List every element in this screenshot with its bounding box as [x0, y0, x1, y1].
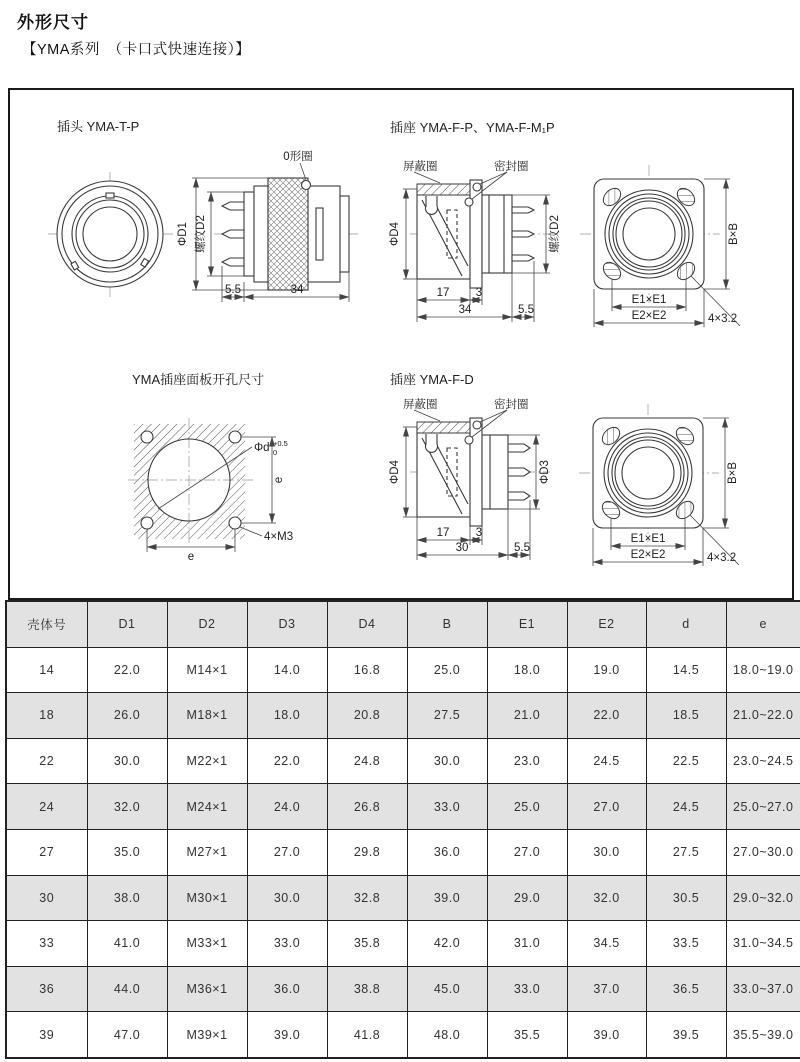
contact-pin — [222, 202, 244, 210]
dim-label-thread-d2: 螺纹D2 — [549, 215, 561, 253]
seal-ring-label: 密封圈 — [494, 161, 529, 173]
table-cell: 18 — [6, 693, 87, 739]
table-cell: 31.0 — [487, 921, 567, 967]
table-cell: 24.5 — [646, 784, 726, 830]
solder-pin — [508, 468, 530, 476]
table-cell: 30.0 — [247, 875, 327, 921]
table-cell: 16.8 — [327, 647, 407, 693]
bayonet-keyhole — [426, 434, 438, 452]
table-cell: M18×1 — [167, 693, 247, 739]
table-row — [6, 647, 800, 693]
bayonet-keyhole — [426, 196, 438, 214]
dim-label-e-horizontal: e — [187, 551, 195, 563]
table-cell: 35.0 — [87, 829, 167, 875]
table-cell: 45.0 — [407, 966, 487, 1012]
dim-label-30: 30 — [455, 542, 469, 554]
m3-hole — [141, 517, 153, 529]
series-subtitle: 【YMA系列 （卡口式快速连接）】 — [22, 42, 251, 58]
engineering-drawings — [10, 90, 792, 598]
page-title: 外形尺寸 — [17, 13, 89, 32]
table-cell: 32.0 — [87, 784, 167, 830]
table-cell: 39 — [6, 1012, 87, 1058]
table-cell: M27×1 — [167, 829, 247, 875]
spec-table-body — [6, 647, 800, 1058]
table-cell: 30.0 — [407, 738, 487, 784]
flange-front-view-top — [580, 165, 740, 327]
table-cell: 18.0 — [247, 693, 327, 739]
table-cell: 27.5 — [407, 693, 487, 739]
dim-label-phid: Φd — [254, 442, 270, 454]
dim-label-3: 3 — [475, 287, 483, 299]
table-cell: M39×1 — [167, 1012, 247, 1058]
dim-label-e1xe1: E1×E1 — [630, 533, 666, 545]
table-row — [6, 921, 800, 967]
table-cell: 24.5 — [567, 738, 646, 784]
shield-ring — [417, 184, 470, 195]
dim-label-bxb: B×B — [727, 461, 739, 485]
table-cell: 35.5 — [487, 1012, 567, 1058]
m3-hole — [229, 517, 241, 529]
table-header-cell: e — [726, 601, 800, 647]
table-cell: 39.0 — [567, 1012, 646, 1058]
table-row — [6, 738, 800, 784]
table-header-cell: D3 — [247, 601, 327, 647]
table-cell: 25.0 — [407, 647, 487, 693]
table-cell: 48.0 — [407, 1012, 487, 1058]
table-cell: 41.0 — [87, 921, 167, 967]
table-cell: 14.0 — [247, 647, 327, 693]
table-cell: 22.0 — [247, 738, 327, 784]
table-cell: 27.0 — [567, 784, 646, 830]
table-cell: 38.8 — [327, 966, 407, 1012]
solder-pin — [512, 207, 534, 213]
dim-label-bxb: B×B — [728, 222, 740, 246]
table-header-cell: E2 — [567, 601, 646, 647]
dim-label-d1: ΦD1 — [177, 222, 189, 246]
table-cell: M14×1 — [167, 647, 247, 693]
table-cell: 35.8 — [327, 921, 407, 967]
table-cell: 36.0 — [247, 966, 327, 1012]
knurled-coupling-ring — [268, 178, 308, 290]
table-cell: 27.0 — [487, 829, 567, 875]
table-header-row — [6, 601, 800, 647]
dim-label-4xm3: 4×M3 — [264, 531, 294, 543]
table-row — [6, 875, 800, 921]
table-cell: 41.8 — [327, 1012, 407, 1058]
table-cell: 14.5 — [646, 647, 726, 693]
table-header-cell: 壳体号 — [6, 601, 87, 647]
dim-label-e2xe2: E2×E2 — [631, 310, 667, 322]
table-cell: 26.0 — [87, 693, 167, 739]
table-header-cell: D2 — [167, 601, 247, 647]
table-cell: 27.0 — [247, 829, 327, 875]
table-cell: 33.5 — [646, 921, 726, 967]
dim-label-d3: ΦD3 — [539, 460, 551, 484]
table-cell: 25.0~27.0 — [726, 784, 800, 830]
table-cell: 22.0 — [567, 693, 646, 739]
dim-label-5-5: 5.5 — [518, 304, 534, 316]
socket-fp-title: 插座 YMA-F-P、YMA-F-M₁P — [390, 120, 555, 135]
seal-ring-screw — [473, 183, 481, 191]
table-cell: 18.0 — [487, 647, 567, 693]
solder-pin — [512, 231, 534, 237]
figure-box — [8, 88, 794, 600]
table-cell: 36.0 — [407, 829, 487, 875]
table-cell: 31.0~34.5 — [726, 921, 800, 967]
m3-hole — [141, 431, 153, 443]
table-header-cell: d — [646, 601, 726, 647]
dim-label-34: 34 — [458, 304, 472, 316]
plug-front-view — [48, 119, 173, 297]
table-header-cell: D4 — [327, 601, 407, 647]
table-cell: 30.0 — [567, 829, 646, 875]
shield-ring-label: 屏蔽圈 — [403, 161, 438, 173]
table-cell: 32.8 — [327, 875, 407, 921]
table-cell: 22 — [6, 738, 87, 784]
dim-label-34: 34 — [290, 284, 304, 296]
o-ring — [302, 181, 311, 190]
table-cell: 30.5 — [646, 875, 726, 921]
seal-ring-label: 密封圈 — [494, 399, 529, 411]
plug-title: 插头 YMA-T-P — [57, 119, 140, 134]
dim-label-e2xe2: E2×E2 — [630, 549, 666, 561]
table-cell: 24 — [6, 784, 87, 830]
table-cell: M36×1 — [167, 966, 247, 1012]
bayonet-notch — [106, 193, 114, 198]
table-cell: 20.8 — [327, 693, 407, 739]
table-cell: 34.5 — [567, 921, 646, 967]
table-cell: 23.0 — [487, 738, 567, 784]
table-cell: 47.0 — [87, 1012, 167, 1058]
contact-pin — [222, 258, 244, 266]
m3-hole — [229, 431, 241, 443]
table-cell: 18.5 — [646, 693, 726, 739]
table-cell: M24×1 — [167, 784, 247, 830]
table-header-cell: D1 — [87, 601, 167, 647]
table-cell: M33×1 — [167, 921, 247, 967]
socket-fd-side-view — [389, 372, 551, 560]
table-header-cell: B — [407, 601, 487, 647]
table-cell: 39.5 — [646, 1012, 726, 1058]
solder-pin — [508, 444, 530, 452]
table-cell: 27 — [6, 829, 87, 875]
dim-label-3: 3 — [475, 527, 483, 539]
seal-ring-screw — [465, 436, 473, 444]
table-cell: 39.0 — [407, 875, 487, 921]
table-cell: 19.0 — [567, 647, 646, 693]
table-cell: 24.0 — [247, 784, 327, 830]
table-cell: 30.0 — [87, 738, 167, 784]
table-cell: 33 — [6, 921, 87, 967]
table-cell: 33.0 — [407, 784, 487, 830]
solder-pin — [508, 492, 530, 500]
dim-label-thread-d2: 螺纹D2 — [195, 215, 207, 253]
table-cell: 33.0~37.0 — [726, 966, 800, 1012]
table-cell: 27.5 — [646, 829, 726, 875]
table-cell: 36.5 — [646, 966, 726, 1012]
oring-label: 0形圈 — [283, 151, 313, 163]
dim-phid-tol-sub: 0 — [273, 448, 278, 457]
table-cell: 39.0 — [247, 1012, 327, 1058]
dim-label-4x3-2: 4×3.2 — [707, 552, 737, 564]
dim-phid-tol-sup: +0.5 — [273, 439, 288, 448]
dimension-table — [5, 600, 800, 1059]
table-cell: 14 — [6, 647, 87, 693]
table-cell: 29.8 — [327, 829, 407, 875]
plug-side-view — [177, 150, 358, 302]
table-cell: 33.0 — [487, 966, 567, 1012]
table-cell: 29.0 — [487, 875, 567, 921]
table-cell: 25.0 — [487, 784, 567, 830]
table-cell: 21.0~22.0 — [726, 693, 800, 739]
dim-label-d4: ΦD4 — [389, 460, 401, 484]
table-cell: 21.0 — [487, 693, 567, 739]
shield-ring — [417, 422, 470, 433]
panel-cutout-view — [128, 372, 293, 563]
table-cell: 37.0 — [567, 966, 646, 1012]
table-cell: 23.0~24.5 — [726, 738, 800, 784]
table-cell: 38.0 — [87, 875, 167, 921]
panel-cutout-title: YMA插座面板开孔尺寸 — [132, 372, 265, 387]
contact-pin — [222, 230, 244, 238]
dim-label-17: 17 — [436, 527, 450, 539]
socket-fd-title: 插座 YMA-F-D — [390, 372, 474, 387]
table-cell: 27.0~30.0 — [726, 829, 800, 875]
table-cell: M22×1 — [167, 738, 247, 784]
table-row — [6, 693, 800, 739]
table-row — [6, 829, 800, 875]
dim-label-5-5: 5.5 — [225, 284, 241, 296]
dim-label-e-vertical: e — [273, 476, 285, 484]
solder-pin — [512, 255, 534, 261]
table-row — [6, 1012, 800, 1058]
table-row — [6, 966, 800, 1012]
dim-label-17: 17 — [436, 287, 450, 299]
dim-label-d4: ΦD4 — [389, 222, 401, 246]
keyway-slot — [316, 208, 323, 260]
table-cell: 26.8 — [327, 784, 407, 830]
table-cell: 33.0 — [247, 921, 327, 967]
seal-ring-screw — [473, 421, 481, 429]
table-cell: 18.0~19.0 — [726, 647, 800, 693]
table-cell: 30 — [6, 875, 87, 921]
dim-label-e1xe1: E1×E1 — [631, 294, 667, 306]
dim-label-5-5: 5.5 — [514, 542, 530, 554]
seal-ring-screw — [465, 198, 473, 206]
socket-fp-side-view — [389, 120, 561, 322]
table-header-cell: E1 — [487, 601, 567, 647]
table-cell: 35.5~39.0 — [726, 1012, 800, 1058]
table-cell: 32.0 — [567, 875, 646, 921]
dim-label-4x3-2: 4×3.2 — [708, 313, 738, 325]
table-row — [6, 784, 800, 830]
table-cell: 29.0~32.0 — [726, 875, 800, 921]
table-cell: 42.0 — [407, 921, 487, 967]
shield-ring-label: 屏蔽圈 — [403, 399, 438, 411]
table-cell: 44.0 — [87, 966, 167, 1012]
table-cell: M30×1 — [167, 875, 247, 921]
table-cell: 36 — [6, 966, 87, 1012]
table-cell: 24.8 — [327, 738, 407, 784]
table-cell: 22.5 — [646, 738, 726, 784]
flange-front-view-bottom — [579, 404, 739, 566]
table-cell: 22.0 — [87, 647, 167, 693]
